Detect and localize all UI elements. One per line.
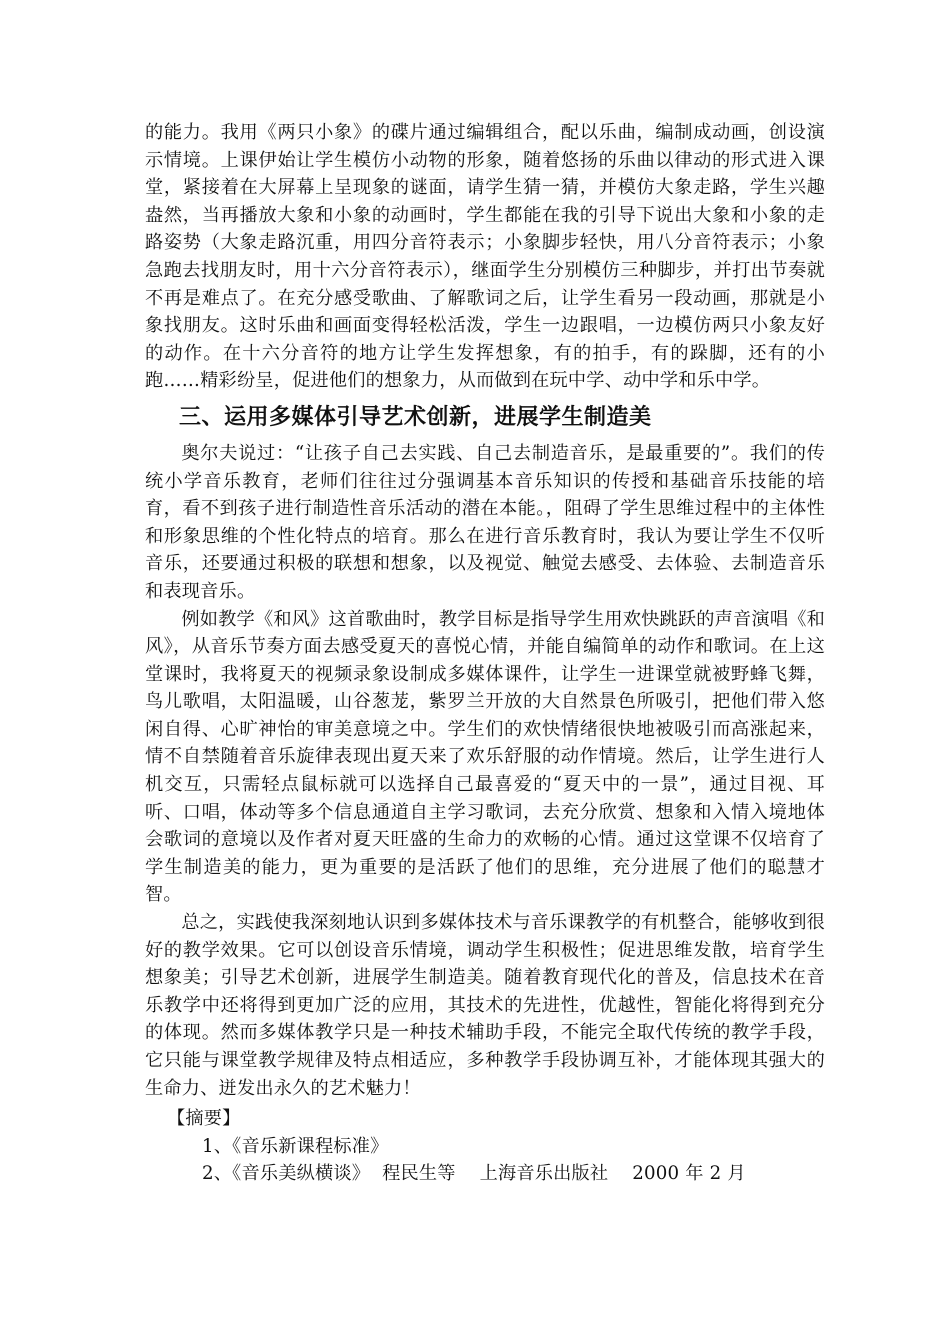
section-heading: 三、运用多媒体引导艺术创新，进展学生制造美: [179, 404, 652, 430]
document-page: [145, 119, 825, 1188]
body-paragraph-hefeng: 例如教学《和风》这首歌曲时，教学目标是指导学生用欢快跳跃的声音演唱《和风》，从音乐节奏方面去感受夏天的喜悦心情，并能自编简单的动作和歌词。在上这堂课时，我将夏天的视频录象设制成多媒体课件，让学生一进课堂就被野蜂飞舞，鸟儿歌唱，太阳温暖，山谷葱茏，紫罗兰开放的大自然景色所吸引，把他们带入悠闲自得、心旷神怡的审美意境之中。学生们的欢快情绪很快地被吸引而高涨起来，情不自禁随着音乐旋律表现出夏天来了欢乐舒服的动作情境。然后，让学生进行人机交互，只需轻点鼠标就可以选择自己最喜爱的“夏天中的一景”，通过目视、耳听、口唱，体动等多个信息通道自主学习歌词，去充分欣赏、想象和入情入境地体会歌词的意境以及作者对夏天旺盛的生命力的欢畅的心情。通过这堂课不仅培育了学生制造美的能力，更为重要的是活跃了他们的思维，充分进展了他们的聪慧才智。: [145, 608, 825, 906]
body-paragraph-continuation: 的能力。我用《两只小象》的碟片通过编辑组合，配以乐曲，编制成动画，创设演示情境。上课伊始让学生模仿小动物的形象，随着悠扬的乐曲以律动的形式进入课堂，紧接着在大屏幕上呈现象的谜面，请学生猜一猜，并模仿大象走路，学生兴趣盎然，当再播放大象和小象的动画时，学生都能在我的引导下说出大象和小象的走路姿势（大象走路沉重，用四分音符表示；小象脚步轻快，用八分音符表示；小象急跑去找朋友时，用十六分音符表示），继面学生分别模仿三种脚步，并打出节奏就不再是难点了。在充分感受歌曲、了解歌词之后，让学生看另一段动画，那就是小象找朋友。这时乐曲和画面变得轻松活泼，学生一边跟唱，一边模仿两只小象友好的动作。在十六分音符的地方让学生发挥想象，有的拍手，有的跺脚，还有的小跑……精彩纷呈，促进他们的想象力，从而做到在玩中学、动中学和乐中学。: [145, 122, 825, 392]
reference-item: 2、《音乐美纵横谈》 程民生等 上海音乐出版社 2000 年 2 月: [202, 1163, 746, 1185]
references-title: 【摘要】: [167, 1108, 241, 1130]
body-paragraph-orff: 奥尔夫说过：“让孩子自己去实践、自己去制造音乐，是最重要的”。我们的传统小学音乐教育，老师们往往过分强调基本音乐知识的传授和基础音乐技能的培育，看不到孩子进行制造性音乐活动的潜在本能。，阻碍了学生思维过程中的主体性和形象思维的个性化特点的培育。那么在进行音乐教育时，我认为要让学生不仅听音乐，还要通过积极的联想和想象，以及视觉、触觉去感受、去体验、去制造音乐和表现音乐。: [145, 442, 825, 602]
reference-item: 1、《音乐新课程标准》: [202, 1135, 389, 1157]
body-paragraph-conclusion: 总之，实践使我深刻地认识到多媒体技术与音乐课教学的有机整合，能够收到很好的教学效果。它可以创设音乐情境，调动学生积极性；促进思维发散，培育学生想象美；引导艺术创新，进展学生制造美。随着教育现代化的普及，信息技术在音乐教学中还将得到更加广泛的应用，其技术的先进性，优越性，智能化将得到充分的体现。然而多媒体教学只是一种技术辅助手段，不能完全取代传统的教学手段，它只能与课堂教学规律及特点相适应，多种教学手段协调互补，才能体现其强大的生命力、迸发出永久的艺术魅力！: [145, 912, 825, 1099]
